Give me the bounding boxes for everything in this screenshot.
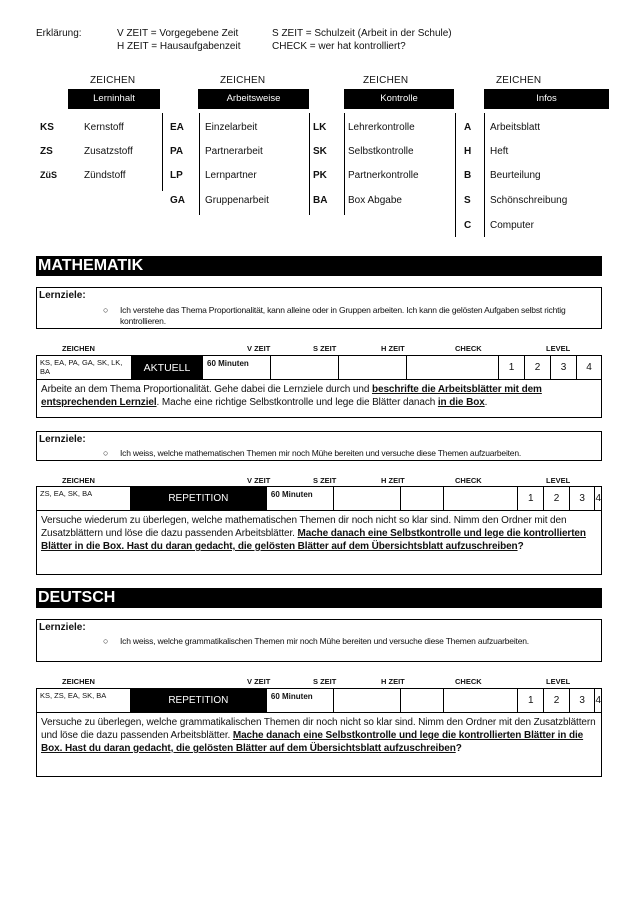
- lernziel-text: Ich verstehe das Thema Proportionalität, kann alleine oder in Gruppen arbeiten. Ich kann die gelösten Aufgaben selbst richtig kontrollieren.: [120, 305, 566, 326]
- task-row: [36, 486, 602, 511]
- desc-text: .: [484, 397, 488, 408]
- symbol-divider: [484, 113, 485, 237]
- level-3-cell[interactable]: 3: [551, 356, 577, 379]
- task-symbols: KS, ZS, EA, SK, BA: [37, 689, 131, 712]
- lernziele-box: [36, 287, 602, 329]
- symbol-code: C: [464, 220, 472, 231]
- lernziele-box: [36, 619, 602, 662]
- symbol-group-title-infos: Infos: [484, 89, 609, 109]
- lernziele-box: [36, 431, 602, 461]
- task-row: [36, 355, 602, 380]
- symbol-header-1: ZEICHEN: [90, 75, 136, 86]
- lernziel-text: Ich weiss, welche mathematischen Themen mir noch Mühe bereiten und versuche diese Themen aufzuarbeiten.: [120, 448, 522, 458]
- col-header-level: LEVEL: [546, 344, 571, 353]
- col-header-level: LEVEL: [546, 476, 571, 485]
- symbol-desc: Beurteilung: [490, 170, 541, 181]
- check-cell[interactable]: [444, 487, 519, 510]
- col-header-s-zeit: S ZEIT: [313, 344, 337, 353]
- col-header-zeichen: ZEICHEN: [62, 677, 95, 686]
- symbol-code: A: [464, 122, 472, 133]
- col-header-zeichen: ZEICHEN: [62, 344, 95, 353]
- symbol-desc: Schönschreibung: [490, 195, 568, 206]
- desc-emphasis: Mache danach eine Selbstkontrolle und lege die kontrollierten Blätter in die Box. Hast du daran gedacht, die gelösten Blätter auf dem Übersichtsblatt aufzuschreiben: [41, 730, 584, 754]
- symbol-divider: [344, 113, 345, 215]
- subject-header-mathematik: MATHEMATIK: [36, 256, 602, 276]
- task-minutes: 60 Minuten: [267, 487, 334, 510]
- task-description: [36, 713, 602, 777]
- level-1-cell[interactable]: 1: [518, 487, 544, 510]
- symbol-code: S: [464, 195, 471, 206]
- task-description: [36, 380, 602, 418]
- s-zeit-cell[interactable]: [334, 689, 401, 712]
- legend-h-zeit: H ZEIT = Hausaufgabenzeit: [117, 41, 241, 52]
- symbol-divider: [162, 113, 163, 191]
- level-3-cell[interactable]: 3: [570, 487, 596, 510]
- symbol-code: PA: [170, 146, 184, 157]
- symbol-code: LK: [313, 122, 327, 133]
- task-minutes: 60 Minuten: [267, 689, 334, 712]
- symbol-desc: Kernstoff: [84, 122, 124, 133]
- symbol-desc: Arbeitsblatt: [490, 122, 541, 133]
- check-cell[interactable]: [407, 356, 499, 379]
- desc-text: Versuche zu überlegen, welche grammatikalischen Themen dir noch nicht so klar sind. Nimm den Ordner mit den Zusatzblättern und löse die dazu passenden Arbeitsblätter.: [41, 717, 596, 741]
- h-zeit-cell[interactable]: [401, 487, 443, 510]
- symbol-desc: Lernpartner: [205, 170, 257, 181]
- symbol-desc: Zündstoff: [84, 170, 126, 181]
- symbol-code: GA: [170, 195, 185, 206]
- s-zeit-cell[interactable]: [271, 356, 339, 379]
- symbol-code: ZS: [40, 146, 53, 157]
- desc-text: Versuche wiederum zu überlegen, welche mathematischen Themen dir noch nicht so klar sind. Nimm den Ordner mit den Zusatzblättern und löse die dazu passenden Arbeitsblätter.: [41, 515, 567, 539]
- task-minutes: 60 Minuten: [203, 356, 271, 379]
- level-2-cell[interactable]: 2: [525, 356, 551, 379]
- symbol-code: BA: [313, 195, 328, 206]
- level-3-cell[interactable]: 3: [570, 689, 596, 712]
- desc-text: ?: [455, 743, 462, 754]
- symbol-desc: Box Abgabe: [348, 195, 402, 206]
- symbol-group-title-kontrolle: Kontrolle: [344, 89, 454, 109]
- col-header-s-zeit: S ZEIT: [313, 677, 337, 686]
- lernziel-text: Ich weiss, welche grammatikalischen Themen mir noch Mühe bereiten und versuche diese Themen aufzuarbeiten.: [120, 636, 529, 646]
- symbol-group-title-lerninhalt: Lerninhalt: [68, 89, 160, 109]
- col-header-level: LEVEL: [546, 677, 571, 686]
- col-header-zeichen: ZEICHEN: [62, 476, 95, 485]
- symbol-desc: Selbstkontrolle: [348, 146, 414, 157]
- bullet-icon: ○: [103, 305, 109, 315]
- level-4-cell[interactable]: 4: [595, 493, 602, 504]
- legend-label: Erklärung:: [36, 28, 82, 39]
- lernziele-label: Lernziele:: [39, 290, 86, 301]
- desc-emphasis: in die Box: [437, 397, 485, 408]
- lernziele-label: Lernziele:: [39, 434, 86, 445]
- symbol-code: ZüS: [40, 170, 57, 180]
- symbol-divider: [455, 113, 456, 237]
- subject-header-deutsch: DEUTSCH: [36, 588, 602, 608]
- level-2-cell[interactable]: 2: [544, 487, 570, 510]
- col-header-v-zeit: V ZEIT: [247, 677, 271, 686]
- symbol-desc: Partnerkontrolle: [348, 170, 419, 181]
- symbol-divider: [309, 113, 310, 215]
- symbol-desc: Zusatzstoff: [84, 146, 133, 157]
- bullet-icon: ○: [103, 448, 109, 458]
- symbol-header-3: ZEICHEN: [363, 75, 409, 86]
- level-4-cell[interactable]: 4: [595, 695, 602, 706]
- bullet-icon: ○: [103, 636, 109, 646]
- symbol-desc: Lehrerkontrolle: [348, 122, 415, 133]
- col-header-h-zeit: H ZEIT: [381, 476, 405, 485]
- symbol-desc: Einzelarbeit: [205, 122, 258, 133]
- task-symbols: ZS, EA, SK, BA: [37, 487, 131, 510]
- legend-v-zeit: V ZEIT = Vorgegebene Zeit: [117, 28, 239, 39]
- task-description: [36, 511, 602, 575]
- col-header-h-zeit: H ZEIT: [381, 677, 405, 686]
- symbol-code: PK: [313, 170, 327, 181]
- h-zeit-cell[interactable]: [339, 356, 407, 379]
- symbol-desc: Computer: [490, 220, 534, 231]
- symbol-desc: Gruppenarbeit: [205, 195, 269, 206]
- status-badge: AKTUELL: [132, 356, 203, 379]
- level-4-cell[interactable]: 4: [586, 362, 592, 373]
- col-header-check: CHECK: [455, 476, 482, 485]
- symbol-code: H: [464, 146, 472, 157]
- symbol-code: B: [464, 170, 472, 181]
- level-2-cell[interactable]: 2: [544, 689, 570, 712]
- legend-s-zeit: S ZEIT = Schulzeit (Arbeit in der Schule): [272, 28, 452, 39]
- col-header-v-zeit: V ZEIT: [247, 344, 271, 353]
- task-row: [36, 688, 602, 713]
- symbol-header-4: ZEICHEN: [496, 75, 542, 86]
- status-badge: REPETITION: [131, 689, 267, 712]
- legend-check: CHECK = wer hat kontrolliert?: [272, 41, 406, 52]
- symbol-group-title-arbeitsweise: Arbeitsweise: [198, 89, 309, 109]
- level-1-cell[interactable]: 1: [518, 689, 544, 712]
- symbol-header-2: ZEICHEN: [220, 75, 266, 86]
- col-header-h-zeit: H ZEIT: [381, 344, 405, 353]
- s-zeit-cell[interactable]: [334, 487, 401, 510]
- check-cell[interactable]: [444, 689, 519, 712]
- desc-text: Arbeite an dem Thema Proportionalität. Gehe dabei die Lernziele durch und: [41, 384, 372, 395]
- col-header-check: CHECK: [455, 344, 482, 353]
- desc-emphasis: beschrifte die Arbeitsblätter mit dem entsprechenden Lernziel: [41, 384, 542, 408]
- task-symbols: KS, EA, PA, GA, SK, LK, BA: [37, 356, 132, 379]
- symbol-code: SK: [313, 146, 327, 157]
- symbol-code: KS: [40, 122, 54, 133]
- col-header-s-zeit: S ZEIT: [313, 476, 337, 485]
- lernziele-label: Lernziele:: [39, 622, 86, 633]
- col-header-v-zeit: V ZEIT: [247, 476, 271, 485]
- desc-emphasis: Mache danach eine Selbstkontrolle und lege die kontrollierten Blätter in die Box. Hast du daran gedacht, die gelösten Blätter auf dem Übersichtsblatt aufzuschreiben: [41, 528, 586, 552]
- desc-text: ?: [517, 541, 524, 552]
- symbol-divider: [199, 113, 200, 215]
- col-header-check: CHECK: [455, 677, 482, 686]
- symbol-desc: Heft: [490, 146, 509, 157]
- symbol-code: LP: [170, 170, 183, 181]
- level-1-cell[interactable]: 1: [499, 356, 525, 379]
- symbol-code: EA: [170, 122, 184, 133]
- symbol-desc: Partnerarbeit: [205, 146, 263, 157]
- h-zeit-cell[interactable]: [401, 689, 443, 712]
- status-badge: REPETITION: [131, 487, 267, 510]
- desc-text: . Mache eine richtige Selbstkontrolle und lege die Blätter danach: [156, 397, 438, 408]
